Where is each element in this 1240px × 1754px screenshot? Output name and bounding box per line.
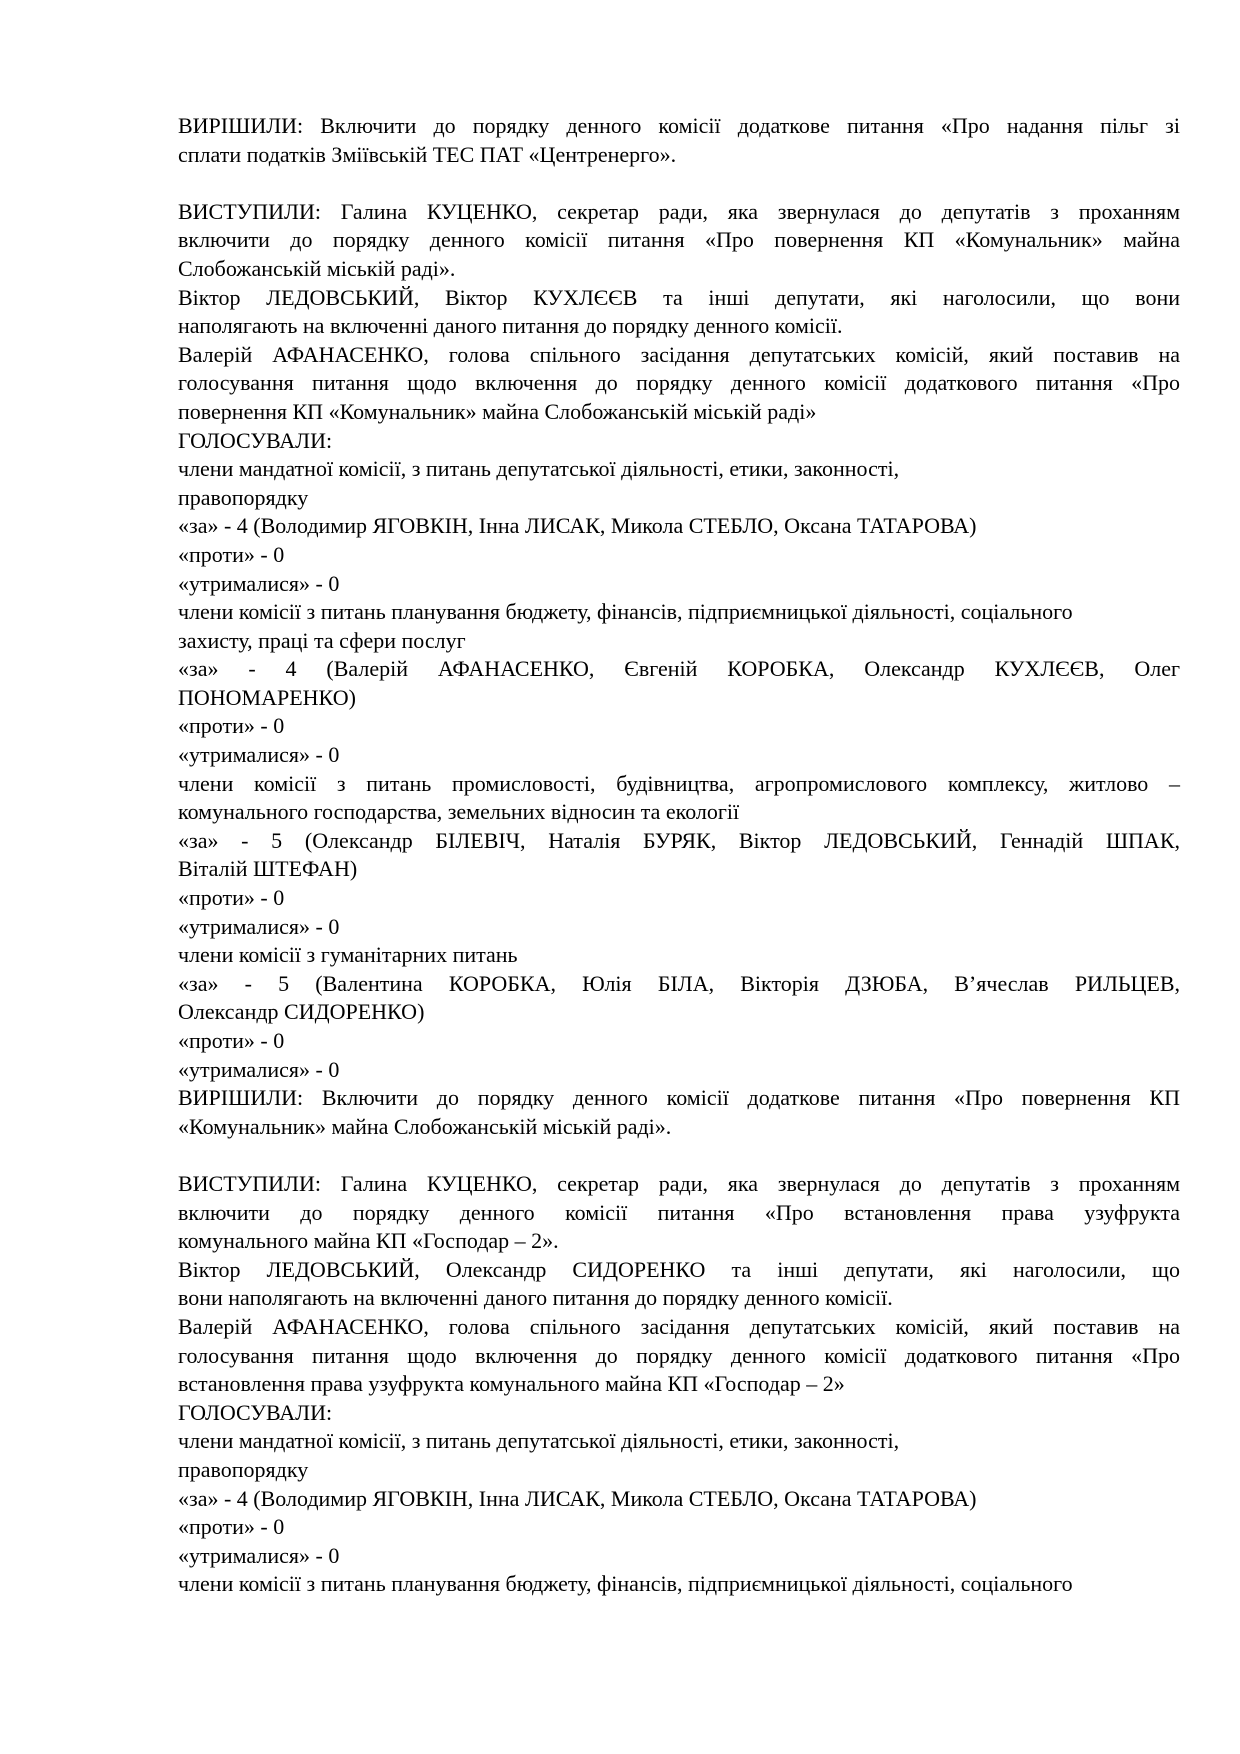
vote-against: «проти» - 0 bbox=[178, 1514, 285, 1540]
vote-against: «проти» - 0 bbox=[178, 885, 285, 911]
vote-abstained: «утрималися» - 0 bbox=[178, 742, 340, 768]
text-line: Слобожанській міській раді». bbox=[178, 255, 456, 281]
text-line: ПОНОМАРЕНКО) bbox=[178, 684, 356, 710]
text-line: голосування питання щодо включення до порядку денного комісії додаткового питання «Про bbox=[178, 1342, 1180, 1368]
text-line: вони наполягають на включенні даного питання до порядку денного комісії. bbox=[178, 1285, 893, 1311]
text-line: Олександр СИДОРЕНКО) bbox=[178, 999, 425, 1025]
text-line: члени мандатної комісії, з питань депутатської діяльності, етики, законності, bbox=[178, 1428, 900, 1454]
text-line: ВИСТУПИЛИ: Галина КУЦЕНКО, секретар ради, яка звернулася до депутатів з проханням bbox=[178, 198, 1180, 224]
text-line: встановлення права узуфрукта комунального майна КП «Господар – 2» bbox=[178, 1371, 845, 1397]
text-line: Віталій ШТЕФАН) bbox=[178, 856, 358, 882]
vote-against: «проти» - 0 bbox=[178, 713, 285, 739]
heading-voted: ГОЛОСУВАЛИ: bbox=[178, 427, 333, 453]
vote-abstained: «утрималися» - 0 bbox=[178, 570, 340, 596]
heading-voted: ГОЛОСУВАЛИ: bbox=[178, 1399, 333, 1425]
vote-abstained: «утрималися» - 0 bbox=[178, 1542, 340, 1568]
text-line: повернення КП «Комунальник» майна Слобожанській міській раді» bbox=[178, 398, 817, 424]
text-line: голосування питання щодо включення до порядку денного комісії додаткового питання «Про bbox=[178, 370, 1180, 396]
text-line: ВИРІШИЛИ: Включити до порядку денного комісії додаткове питання «Про надання пільг зі bbox=[178, 113, 1180, 138]
document-page bbox=[178, 112, 1180, 1599]
text-line: правопорядку bbox=[178, 484, 309, 510]
text-line: члени комісії з питань планування бюджету, фінансів, підприємницької діяльності, соціального bbox=[178, 599, 1073, 625]
vote-for: «за» - 5 (Валентина КОРОБКА, Юлія БІЛА, Вікторія ДЗЮБА, В’ячеслав РИЛЬЦЕВ, bbox=[178, 970, 1180, 996]
text-line: наполягають на включенні даного питання до порядку денного комісії. bbox=[178, 313, 843, 339]
text-line: члени комісії з гуманітарних питань bbox=[178, 942, 518, 968]
vote-for: «за» - 5 (Олександр БІЛЕВІЧ, Наталія БУРЯК, Віктор ЛЕДОВСЬКИЙ, Геннадій ШПАК, bbox=[178, 827, 1180, 853]
text-line: захисту, праці та сфери послуг bbox=[178, 627, 466, 653]
text-line: Валерій АФАНАСЕНКО, голова спільного засідання депутатських комісій, який поставив на bbox=[178, 1313, 1180, 1339]
blank-line bbox=[178, 169, 1180, 198]
text-line: члени комісії з питань планування бюджету, фінансів, підприємницької діяльності, соціального bbox=[178, 1571, 1073, 1597]
text-line: «Комунальник» майна Слобожанській міській раді». bbox=[178, 1113, 672, 1139]
text-line: ВИСТУПИЛИ: Галина КУЦЕНКО, секретар ради, яка звернулася до депутатів з проханням bbox=[178, 1170, 1180, 1196]
text-line: сплати податків Зміївській ТЕС ПАТ «Центренерго». bbox=[178, 141, 677, 167]
text-line: комунального господарства, земельних відносин та екології bbox=[178, 799, 740, 825]
text-line: правопорядку bbox=[178, 1456, 309, 1482]
text-line: ВИРІШИЛИ: Включити до порядку денного комісії додаткове питання «Про повернення КП bbox=[178, 1085, 1180, 1111]
text-line: включити до порядку денного комісії питання «Про повернення КП «Комунальник» майна bbox=[178, 227, 1180, 253]
text-line: Валерій АФАНАСЕНКО, голова спільного засідання депутатських комісій, який поставив на bbox=[178, 341, 1180, 367]
text-line: Віктор ЛЕДОВСЬКИЙ, Олександр СИДОРЕНКО та інші депутати, які наголосили, що bbox=[178, 1256, 1180, 1282]
vote-for: «за» - 4 (Володимир ЯГОВКІН, Інна ЛИСАК, Микола СТЕБЛО, Оксана ТАТАРОВА) bbox=[178, 513, 977, 539]
text-line: включити до порядку денного комісії питання «Про встановлення права узуфрукта bbox=[178, 1199, 1180, 1225]
text-line: Віктор ЛЕДОВСЬКИЙ, Віктор КУХЛЄЄВ та інші депутати, які наголосили, що вони bbox=[178, 284, 1180, 310]
vote-abstained: «утрималися» - 0 bbox=[178, 913, 340, 939]
vote-for: «за» - 4 (Володимир ЯГОВКІН, Інна ЛИСАК, Микола СТЕБЛО, Оксана ТАТАРОВА) bbox=[178, 1485, 977, 1511]
blank-line bbox=[178, 1141, 1180, 1170]
vote-abstained: «утрималися» - 0 bbox=[178, 1056, 340, 1082]
vote-against: «проти» - 0 bbox=[178, 541, 285, 567]
vote-against: «проти» - 0 bbox=[178, 1028, 285, 1053]
text-line: члени мандатної комісії, з питань депутатської діяльності, етики, законності, bbox=[178, 456, 900, 482]
text-line: комунального майна КП «Господар – 2». bbox=[178, 1228, 559, 1254]
vote-for: «за» - 4 (Валерій АФАНАСЕНКО, Євгеній КОРОБКА, Олександр КУХЛЄЄВ, Олег bbox=[178, 656, 1180, 682]
text-line: члени комісії з питань промисловості, будівництва, агропромислового комплексу, житлово – bbox=[178, 770, 1180, 796]
